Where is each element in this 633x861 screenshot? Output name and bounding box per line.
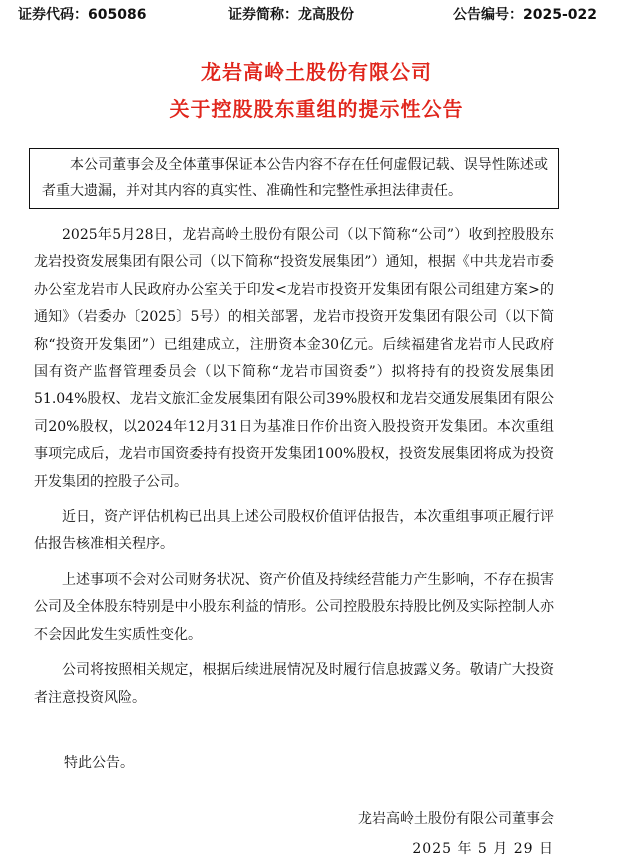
document-header <box>18 4 597 26</box>
signature-organization: 龙岩高岭土股份有限公司董事会 <box>358 811 554 827</box>
notice-number: 公告编号：2025-022 <box>453 7 597 23</box>
board-guarantee-notice: 本公司董事会及全体董事保证本公告内容不存在任何虚假记载、误导性陈述或者重大遗漏，并对其内容的真实性、准确性和完整性承担法律责任。 <box>29 148 559 209</box>
body-paragraph: 公司将按照相关规定，根据后续进展情况及时履行信息披露义务。敬请广大投资者注意投资风险。 <box>34 662 554 706</box>
announcement-body <box>34 222 554 720</box>
body-paragraph: 上述事项不会对公司财务状况、资产价值及持续经营能力产生影响，不存在损害公司及全体股东特别是中小股东利益的情形。公司控股股东持股比例及实际控制人亦不会因此发生实质性变化。 <box>34 571 554 643</box>
signature-date: 2025 年 5 月 29 日 <box>412 841 554 857</box>
announcement-title: 关于控股股东重组的提示性公告 <box>169 97 464 121</box>
stock-code: 证券代码：605086 <box>18 7 147 23</box>
body-paragraph: 近日，资产评估机构已出具上述公司股权价值评估报告，本次重组事项正履行评估报告核准相关程序。 <box>34 509 554 553</box>
closing-statement: 特此公告。 <box>64 755 134 771</box>
body-paragraph: 2025年5月28日，龙岩高岭土股份有限公司（以下简称“公司”）收到控股股东龙岩投资发展集团有限公司（以下简称“投资发展集团”）通知，根据《中共龙岩市委办公室龙岩市人民政府办公室关于印发<龙岩市投资开发集团有限公司组建方案>的通知》（岩委办〔2025〕5号）的相关部署，龙岩市投资开发集团有限公司（以下简称“投资开发集团”）已组建成立，注册资本金30亿元。后续福建省龙岩市人民政府国有资产监督管理委员会（以下简称“龙岩市国资委”）拟将持有的投资发展集团51.04%股权、龙岩文旅汇金发展集团有限公司39%股权和龙岩交通发展集团有限公司20%股权，以2024年12月31日为基准日作价出资入股投资开发集团。本次重组事项完成后，龙岩市国资委持有投资开发集团100%股权，投资发展集团将成为投资开发集团的控股子公司。 <box>34 227 554 490</box>
stock-short-name: 证券简称：龙高股份 <box>228 7 354 23</box>
company-title: 龙岩高岭土股份有限公司 <box>201 60 432 84</box>
